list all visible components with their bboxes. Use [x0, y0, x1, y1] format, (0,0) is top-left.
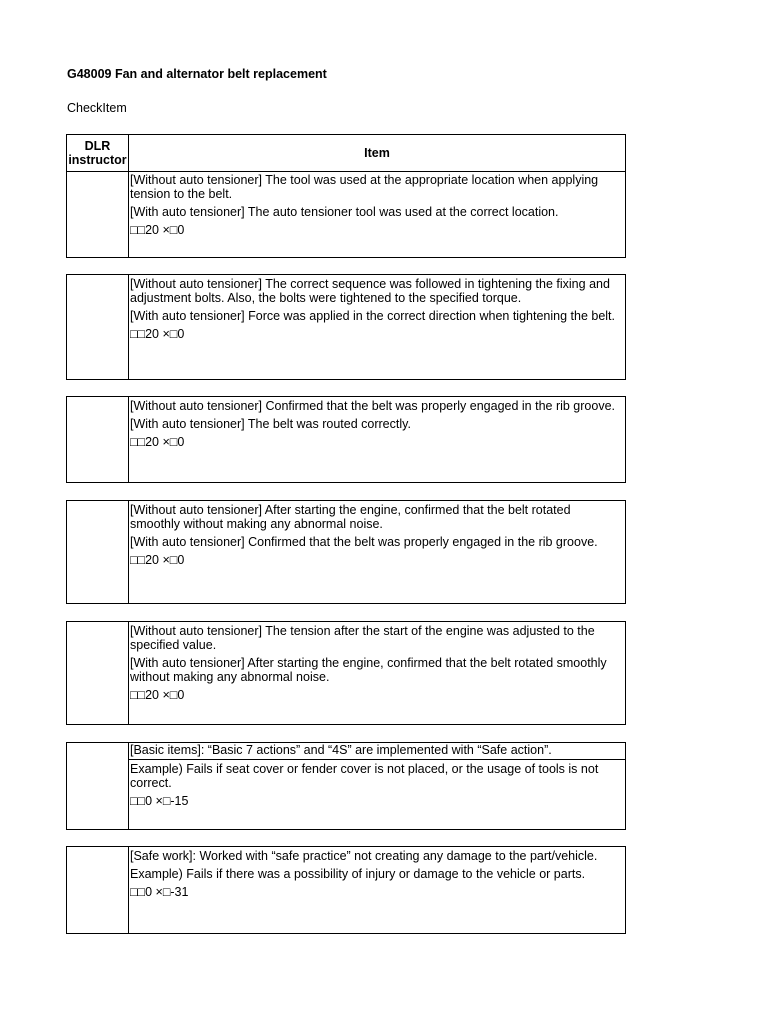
- item-text: [With auto tensioner] Confirmed that the belt was properly engaged in the rib groove.: [130, 535, 598, 549]
- item-cell: [129, 173, 624, 237]
- item-text: [With auto tensioner] The belt was routed correctly.: [130, 417, 411, 431]
- document-title: G48009 Fan and alternator belt replacement: [67, 67, 327, 81]
- item-text: [With auto tensioner] Force was applied in the correct direction when tightening the belt.: [130, 309, 615, 323]
- item-text: [Basic items]: “Basic 7 actions” and “4S” are implemented with “Safe action”.: [130, 743, 552, 757]
- item-text: [With auto tensioner] The auto tensioner tool was used at the correct location.: [130, 205, 559, 219]
- score-line: □□20 ×□0: [130, 435, 185, 449]
- item-text: Example) Fails if there was a possibility of injury or damage to the vehicle or parts.: [130, 867, 586, 881]
- item-text: Example) Fails if seat cover or fender cover is not placed, or the usage of tools is not correct.: [130, 762, 599, 790]
- item-cell: [129, 503, 624, 567]
- checklist-block-5: [66, 621, 626, 725]
- checklist-block-3: [66, 396, 626, 483]
- item-cell: [129, 399, 624, 449]
- score-line: □□20 ×□0: [130, 327, 185, 341]
- item-cell: [129, 743, 624, 808]
- header-item: Item: [364, 146, 390, 160]
- header-dlr-instructor: DLR instructor: [68, 139, 127, 167]
- checklist-block-7: [66, 846, 626, 934]
- item-cell: [129, 624, 624, 702]
- score-line: □□20 ×□0: [130, 688, 185, 702]
- item-text: [Without auto tensioner] After starting the engine, confirmed that the belt rotated smoothly without making any abnormal noise.: [130, 503, 571, 531]
- checklist-block-4: [66, 500, 626, 604]
- section-label: CheckItem: [67, 101, 127, 115]
- table-header-row: [67, 135, 625, 172]
- item-cell: [129, 277, 624, 341]
- item-text: [Without auto tensioner] The tension after the start of the engine was adjusted to the specified value.: [130, 624, 595, 652]
- item-text: [Safe work]: Worked with “safe practice” not creating any damage to the part/vehicle.: [130, 849, 598, 863]
- item-text: [Without auto tensioner] The correct sequence was followed in tightening the fixing and adjustment bolts. Also, the bolts were tightened to the specified torque.: [130, 277, 610, 305]
- score-line: □□0 ×□-15: [130, 794, 189, 808]
- score-line: □□20 ×□0: [130, 223, 185, 237]
- checklist-block-1: [66, 134, 626, 258]
- score-line: □□20 ×□0: [130, 553, 185, 567]
- item-cell: [129, 849, 624, 899]
- score-line: □□0 ×□-31: [130, 885, 189, 899]
- checklist-block-2: [66, 274, 626, 380]
- checklist-block-6: [66, 742, 626, 830]
- item-text: [With auto tensioner] After starting the engine, confirmed that the belt rotated smoothly without making any abnormal noise.: [130, 656, 607, 684]
- item-text: [Without auto tensioner] The tool was used at the appropriate location when applying tension to the belt.: [130, 173, 599, 201]
- item-text: [Without auto tensioner] Confirmed that the belt was properly engaged in the rib groove.: [130, 399, 616, 413]
